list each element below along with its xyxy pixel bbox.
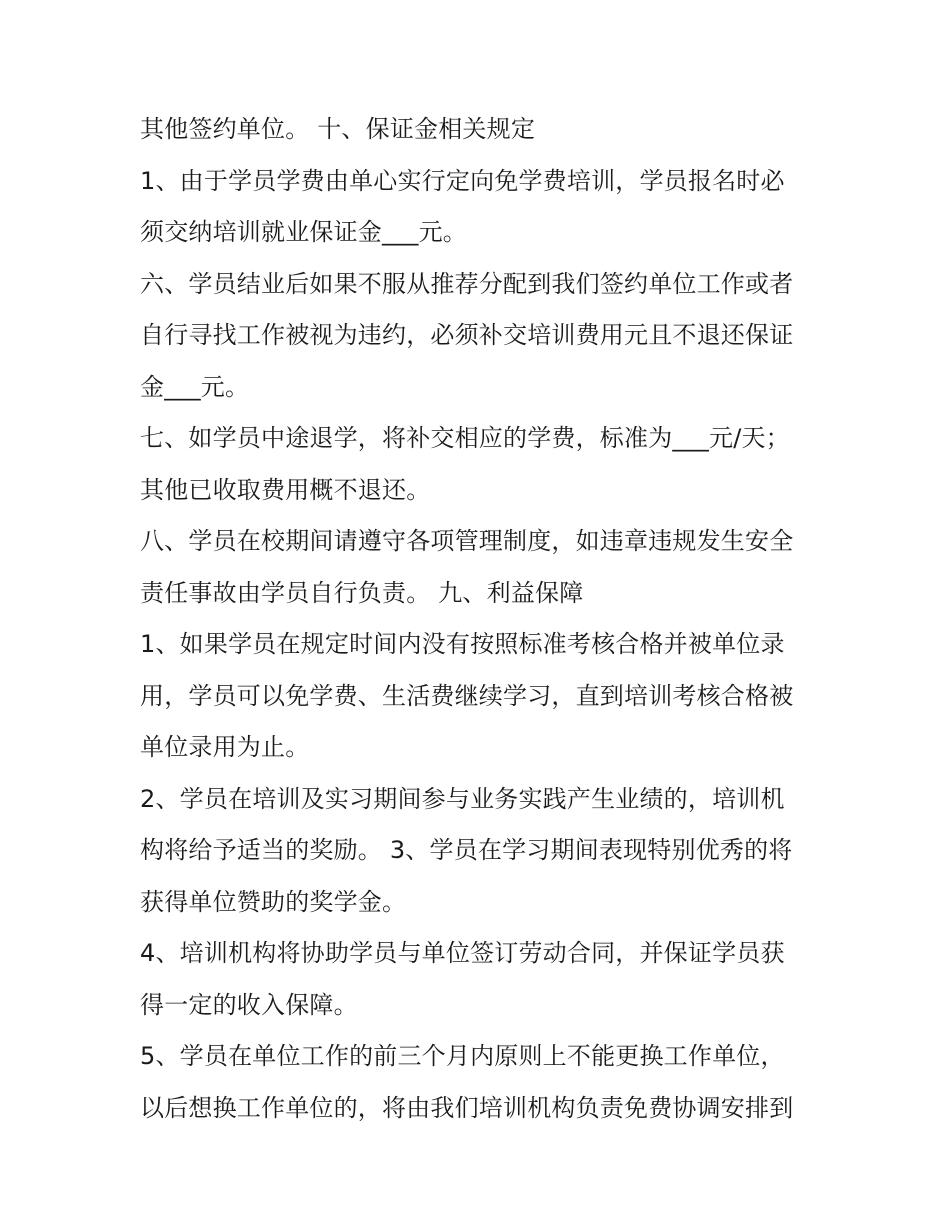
document-body xyxy=(140,104,820,1134)
text-line: 其他已收取费用概不退还。 xyxy=(140,475,431,504)
text-line: 1、如果学员在规定时间内没有按照标准考核合格并被单位录 xyxy=(140,630,785,658)
text-line: 责任事故由学员自行负责。 九、利益保障 xyxy=(140,578,584,607)
text-line: 2、学员在培训及实习期间参与业务实践产生业绩的，培训机 xyxy=(140,784,785,813)
text-line: 六、学员结业后如果不服从推荐分配到我们签约单位工作或者 xyxy=(140,269,794,298)
text-line: 以后想换工作单位的，将由我们培训机构负责免费协调安排到 xyxy=(140,1093,794,1122)
text-line: 5、学员在单位工作的前三个月内原则上不能更换工作单位， xyxy=(140,1042,785,1070)
text-line: 单位录用为止。 xyxy=(140,733,310,761)
text-line: 自行寻找工作被视为违约，必须补交培训费用元且不退还保证 xyxy=(140,321,794,349)
text-line: 须交纳培训就业保证金___元。 xyxy=(140,218,467,246)
text-line: 获得单位赞助的奖学金。 xyxy=(140,887,407,916)
text-line: 用，学员可以免学费、生活费继续学习，直到培训考核合格被 xyxy=(140,681,794,710)
text-line: 七、如学员中途退学，将补交相应的学费，标准为___元/天； xyxy=(140,424,790,452)
text-line: 八、学员在校期间请遵守各项管理制度，如违章违规发生安全 xyxy=(140,527,794,555)
text-line: 其他签约单位。 十、保证金相关规定 xyxy=(140,115,536,143)
text-line: 1、由于学员学费由单心实行定向免学费培训，学员报名时必 xyxy=(140,166,785,195)
text-line: 构将给予适当的奖励。 3、学员在学习期间表现特别优秀的将 xyxy=(140,836,793,864)
text-line: 4、培训机构将协助学员与单位签订劳动合同，并保证学员获 xyxy=(140,939,785,967)
text-line: 金___元。 xyxy=(140,372,250,401)
text-line: 得一定的收入保障。 xyxy=(140,990,358,1019)
